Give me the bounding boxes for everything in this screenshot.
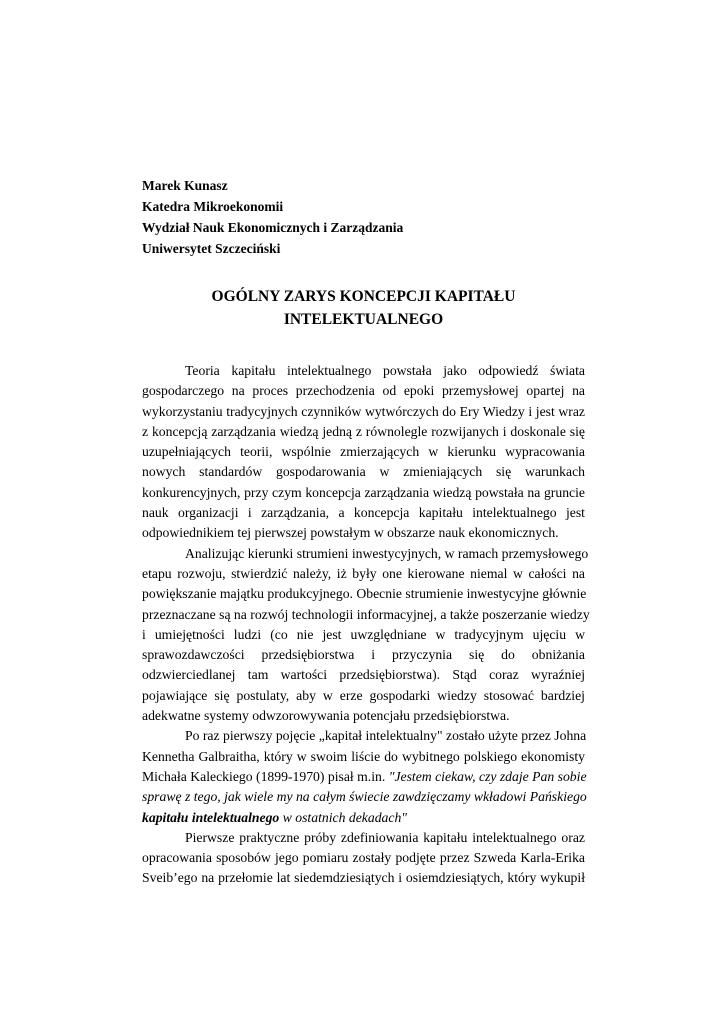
document-title xyxy=(142,285,585,331)
text-line: z koncepcją zarządzania wiedzą jedną z równolegle rozwijanych i doskonale się xyxy=(142,423,585,439)
emphasis-text: kapitału intelektualnego xyxy=(142,809,280,825)
text-line: wykorzystaniu tradycyjnych czynników wytwórczych do Ery Wiedzy i jest wraz xyxy=(142,403,585,419)
quote-text: "Jestem ciekaw, czy zdaje Pan sobie xyxy=(388,768,587,784)
text-line: Analizując kierunki strumieni inwestycyjnych, w ramach przemysłowego xyxy=(185,545,589,561)
text-line-mixed xyxy=(142,767,585,787)
text-line: nowych standardów gospodarowania w zmieniających się warunkach xyxy=(142,464,585,480)
text-line: pojawiające się postulaty, aby w erze gospodarki wiedzy stosować bardziej xyxy=(142,687,585,703)
text-line: opracowania sposobów jego pomiaru zostały podjęte przez Szweda Karla-Erika xyxy=(142,850,585,866)
author-university: Uniwersytet Szczeciński xyxy=(142,241,281,256)
text-line: konkurencyjnych, przy czym koncepcja zarządzania wiedzą powstała na gruncie xyxy=(142,484,585,500)
text-line: sprawozdawczości przedsiębiorstwa i przyczynia się do obniżania xyxy=(142,647,585,663)
text-line: adekwatne systemy odwzorowywania potencjału przedsiębiorstwa. xyxy=(142,708,510,724)
text-line: Teoria kapitału intelektualnego powstała jako odpowiedź świata xyxy=(185,363,585,378)
author-faculty: Wydział Nauk Ekonomicznych i Zarządzania xyxy=(142,220,404,235)
author-name: Marek Kunasz xyxy=(142,178,228,193)
text-line: gospodarczego na proces przechodzenia od epoki przemysłowej opartej na xyxy=(142,383,585,399)
text-plain: Michała Kaleckiego (1899-1970) pisał m.in. xyxy=(142,768,389,784)
text-line: Sveib’ego na przełomie lat siedemdziesiątych i osiemdziesiątych, który wykupił xyxy=(142,870,585,886)
quote-line: sprawę z tego, jak wiele my na całym świecie zawdzięczamy wkładowi Pańskiego xyxy=(142,789,587,805)
text-line: odpowiednikiem tej pierwszej powstałym w obszarze nauk ekonomicznych. xyxy=(142,525,559,541)
paragraph-3 xyxy=(142,726,585,827)
paragraph-1 xyxy=(142,361,585,544)
title-line-1: OGÓLNY ZARYS KONCEPCJI KAPITAŁU xyxy=(211,288,516,305)
text-line: Po raz pierwszy pojęcie „kapitał intelektualny" zostało użyte przez Johna xyxy=(185,728,587,744)
author-department: Katedra Mikroekonomii xyxy=(142,199,284,214)
author-block xyxy=(142,175,582,259)
quote-text: w ostatnich dekadach" xyxy=(279,809,408,825)
text-line-mixed xyxy=(142,808,585,828)
text-line: nauk organizacji i zarządzania, a koncepcja kapitału intelektualnego jest xyxy=(142,505,585,521)
text-line: uzupełniających teorii, wspólnie zmierzających w kierunku wypracowania xyxy=(142,444,585,460)
paragraph-4 xyxy=(142,828,585,889)
text-line: powiększanie majątku produkcyjnego. Obecnie strumienie inwestycyjne głównie xyxy=(142,586,587,602)
text-line: Kennetha Galbraitha, który w swoim liście do wybitnego polskiego ekonomisty xyxy=(142,748,585,764)
text-line: etapu rozwoju, stwierdzić należy, iż były one kierowane niemal w całości na xyxy=(142,565,585,581)
text-line: i umiejętności ludzi (co nie jest uwzględniane w tradycyjnym ujęciu w xyxy=(142,626,585,642)
text-line: przeznaczane są na rozwój technologii informacyjnej, a także poszerzanie wiedzy xyxy=(142,606,590,622)
document-body xyxy=(142,361,590,889)
paragraph-2 xyxy=(142,544,590,727)
text-line: odzwierciedlanej tam wartości przedsiębiorstwa). Stąd coraz wyraźniej xyxy=(142,667,585,683)
text-line: Pierwsze praktyczne próby zdefiniowania kapitału intelektualnego oraz xyxy=(185,829,585,845)
title-line-2: INTELEKTUALNEGO xyxy=(283,311,444,328)
